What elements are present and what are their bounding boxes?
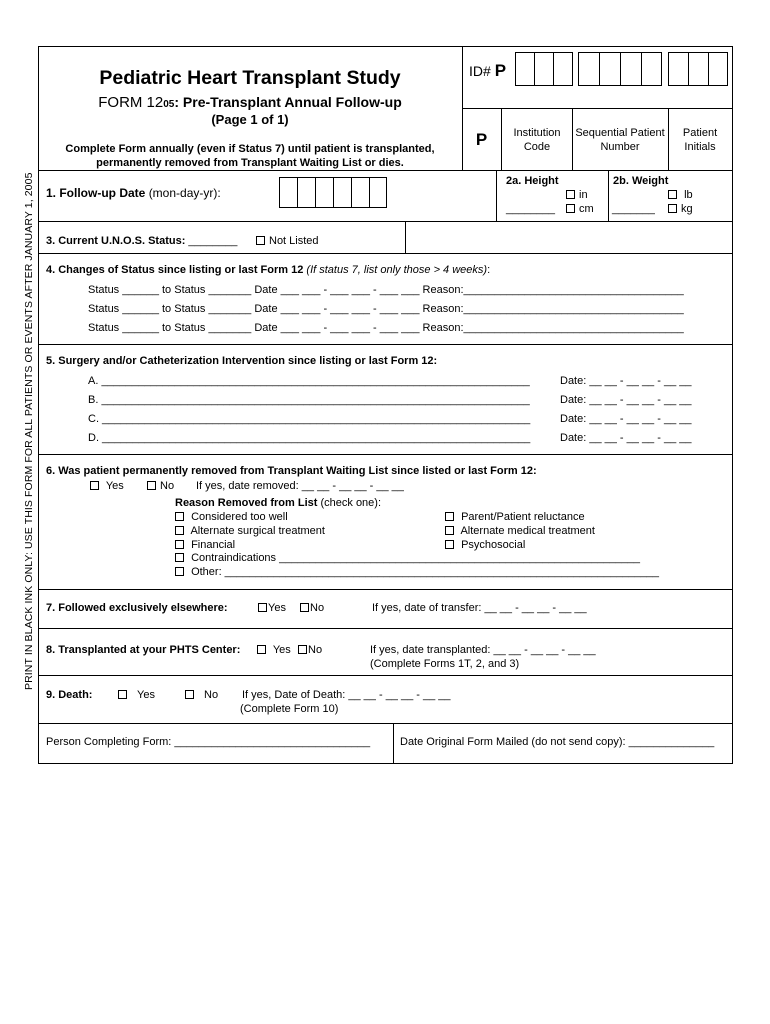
q2b-label: 2b. Weight [613, 175, 669, 187]
checkbox-icon [175, 540, 184, 549]
intervention-line[interactable]: D. ______________________________________________________________________ [88, 432, 531, 444]
patient-initials-label: Patient Initials [682, 127, 718, 153]
intervention-date[interactable]: Date: __ __ - __ __ - __ __ [560, 375, 692, 387]
q4-label: 4. Changes of Status since listing or last Form 12 (If status 7, list only those > 4 weeks): [46, 264, 491, 276]
intervention-date[interactable]: Date: __ __ - __ __ - __ __ [560, 394, 692, 406]
checkbox-icon [175, 567, 184, 576]
height-input[interactable]: ________ [506, 203, 555, 215]
id-label: ID# P [469, 61, 507, 80]
height-unit-in[interactable]: in [566, 189, 588, 201]
q6-no[interactable]: No [147, 480, 174, 492]
q1-label: 1. Follow-up Date (mon-day-yr): [46, 186, 221, 200]
q8-note: (Complete Forms 1T, 2, and 3) [370, 658, 520, 670]
page-indicator: (Page 1 of 1) [211, 112, 289, 127]
q8-yes[interactable]: Yes [257, 644, 291, 656]
status-change-row[interactable]: Status ______ to Status _______ Date ___ ___ - ___ ___ - ___ ___ Reason:____________________________________ [88, 322, 684, 334]
checkbox-icon [445, 526, 454, 535]
height-unit-cm[interactable]: cm [566, 203, 594, 215]
q7-no[interactable]: No [300, 602, 324, 614]
status-change-row[interactable]: Status ______ to Status _______ Date ___ ___ - ___ ___ - ___ ___ Reason:____________________________________ [88, 303, 684, 315]
institution-code-label: Institution Code [513, 127, 561, 153]
checkbox-icon [258, 603, 267, 612]
reason-alt-medical[interactable]: Alternate medical treatment [445, 525, 595, 537]
side-instruction: PRINT IN BLACK INK ONLY: USE THIS FORM FOR ALL PATIENTS OR EVENTS AFTER JANUARY 1, 2005 [23, 172, 35, 690]
status-change-row[interactable]: Status ______ to Status _______ Date ___ ___ - ___ ___ - ___ ___ Reason:____________________________________ [88, 284, 684, 296]
reason-contraindications[interactable]: Contraindications ___________________________________________________________ [175, 552, 640, 564]
checkbox-icon [256, 236, 265, 245]
intervention-line[interactable]: B. ______________________________________________________________________ [88, 394, 530, 406]
intervention-line[interactable]: A. ______________________________________________________________________ [88, 375, 530, 387]
p-label: P [475, 130, 488, 149]
not-listed-option[interactable]: Not Listed [256, 235, 319, 247]
checkbox-icon [445, 540, 454, 549]
q9-no[interactable]: No [185, 689, 218, 701]
reason-psychosocial[interactable]: Psychosocial [445, 539, 525, 551]
reason-considered-too-well[interactable]: Considered too well [175, 511, 288, 523]
q2a-label: 2a. Height [506, 175, 559, 187]
q9-yes[interactable]: Yes [118, 689, 155, 701]
reason-financial[interactable]: Financial [175, 539, 235, 551]
date-removed-input[interactable]: If yes, date removed: __ __ - __ __ - __ __ [196, 480, 404, 492]
q5-label: 5. Surgery and/or Catheterization Intervention since listing or last Form 12: [46, 355, 438, 367]
q7-yes[interactable]: Yes [258, 602, 286, 614]
q3-label: 3. Current U.N.O.S. Status: ________ [46, 235, 238, 247]
form-title: Pediatric Heart Transplant Study [99, 67, 401, 89]
q9-note: (Complete Form 10) [240, 703, 339, 715]
reason-parent-reluctance[interactable]: Parent/Patient reluctance [445, 511, 585, 523]
intervention-line[interactable]: C. ______________________________________________________________________ [88, 413, 531, 425]
instructions-line1: Complete Form annually (even if Status 7) until patient is transplanted, [65, 143, 435, 155]
person-completing-input[interactable]: Person Completing Form: ________________________________ [46, 736, 371, 748]
checkbox-icon [566, 190, 575, 199]
form-subtitle: FORM 1205: Pre-Transplant Annual Follow-up [98, 94, 402, 111]
death-date-input[interactable]: If yes, Date of Death: __ __ - __ __ - __ __ [242, 689, 451, 701]
checkbox-icon [175, 553, 184, 562]
q6-yes[interactable]: Yes [90, 480, 124, 492]
reason-label: Reason Removed from List (check one): [175, 497, 382, 509]
checkbox-icon [445, 512, 454, 521]
transfer-date-input[interactable]: If yes, date of transfer: __ __ - __ __ - __ __ [372, 602, 587, 614]
id-box-institution[interactable] [515, 52, 573, 86]
checkbox-icon [566, 204, 575, 213]
q9-label: 9. Death: [46, 689, 93, 701]
weight-unit-kg[interactable]: kg [668, 203, 693, 215]
q8-label: 8. Transplanted at your PHTS Center: [46, 644, 241, 656]
reason-alt-surgical[interactable]: Alternate surgical treatment [175, 525, 325, 537]
reason-other[interactable]: Other: _______________________________________________________________________ [175, 566, 659, 578]
sequential-number-label: Sequential Patient Number [575, 127, 665, 153]
weight-unit-lb[interactable]: lb [668, 189, 693, 201]
date-mailed-input[interactable]: Date Original Form Mailed (do not send copy): ______________ [400, 736, 715, 748]
checkbox-icon [668, 204, 677, 213]
q6-label: 6. Was patient permanently removed from Transplant Waiting List since listed or last Form 12: [46, 465, 537, 477]
checkbox-icon [298, 645, 307, 654]
checkbox-icon [118, 690, 127, 699]
weight-input[interactable]: _______ [612, 203, 655, 215]
checkbox-icon [257, 645, 266, 654]
intervention-date[interactable]: Date: __ __ - __ __ - __ __ [560, 413, 692, 425]
id-box-initials[interactable] [668, 52, 728, 86]
checkbox-icon [147, 481, 156, 490]
intervention-date[interactable]: Date: __ __ - __ __ - __ __ [560, 432, 692, 444]
transplant-date-input[interactable]: If yes, date transplanted: __ __ - __ __ - __ __ [370, 644, 596, 656]
instructions-line2: permanently removed from Transplant Waiting List or dies. [96, 157, 404, 169]
checkbox-icon [175, 526, 184, 535]
checkbox-icon [300, 603, 309, 612]
checkbox-icon [90, 481, 99, 490]
checkbox-icon [185, 690, 194, 699]
q7-label: 7. Followed exclusively elsewhere: [46, 602, 228, 614]
checkbox-icon [175, 512, 184, 521]
checkbox-icon [668, 190, 677, 199]
q8-no[interactable]: No [298, 644, 322, 656]
